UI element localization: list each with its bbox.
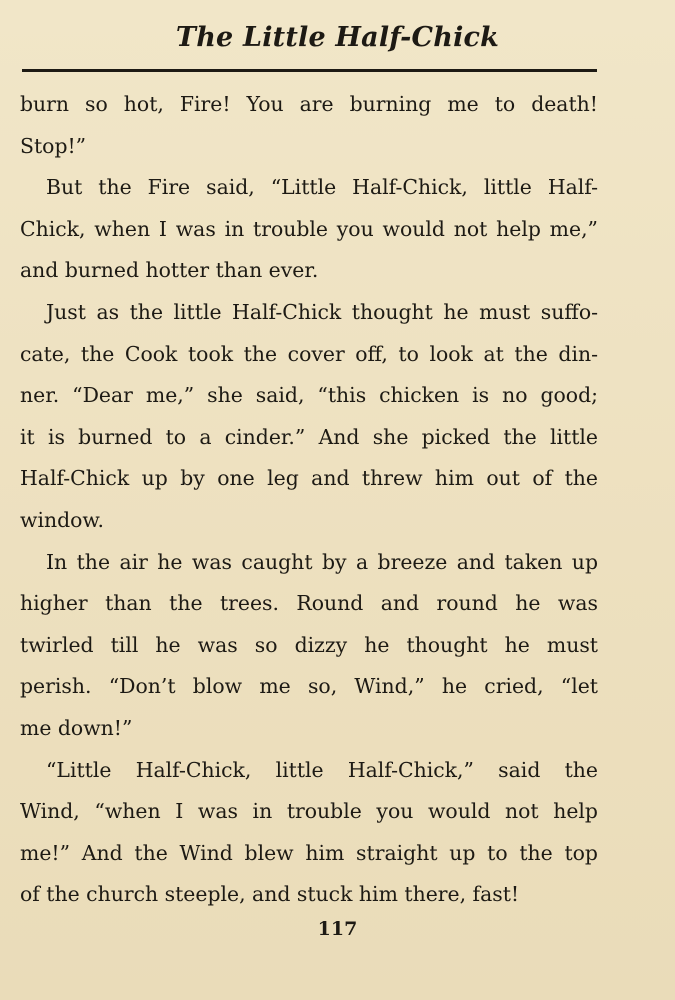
text-line: me!” And the Wind blew him straight up to the top [20,840,598,865]
text-line: it is burned to a cinder.” And she picked the little [20,424,598,449]
text-line: window. [20,507,104,532]
text-line: ner. “Dear me,” she said, “this chicken is no good; [20,383,598,408]
page-number: 117 [317,918,358,940]
text-line: and burned hotter than ever. [20,258,319,283]
text-line: Just as the little Half-Chick thought he must suffo- [46,299,598,324]
header-rule [22,69,597,72]
text-line: In the air he was caught by a breeze and taken up [46,549,598,574]
text-line: “Little Half-Chick, little Half-Chick,” said the [46,757,598,782]
text-line: perish. “Don’t blow me so, Wind,” he cried, “let [20,674,598,699]
text-line: Half-Chick up by one leg and threw him out of the [20,466,598,491]
text-line: But the Fire said, “Little Half-Chick, little Half- [46,175,598,200]
text-line: Chick, when I was in trouble you would not help me,” [20,216,598,241]
text-line: of the church steeple, and stuck him there, fast! [20,882,520,907]
text-line: Stop!” [20,133,87,158]
text-line: twirled till he was so dizzy he thought he must [20,632,598,657]
body-text [20,84,598,916]
running-head: The Little Half-Chick [175,22,500,53]
text-line: higher than the trees. Round and round he was [20,591,598,616]
text-line: burn so hot, Fire! You are burning me to death! [20,92,598,116]
text-line: cate, the Cook took the cover off, to look at the din- [20,341,598,366]
text-line: me down!” [20,715,133,740]
text-line: Wind, “when I was in trouble you would not help [20,799,598,824]
